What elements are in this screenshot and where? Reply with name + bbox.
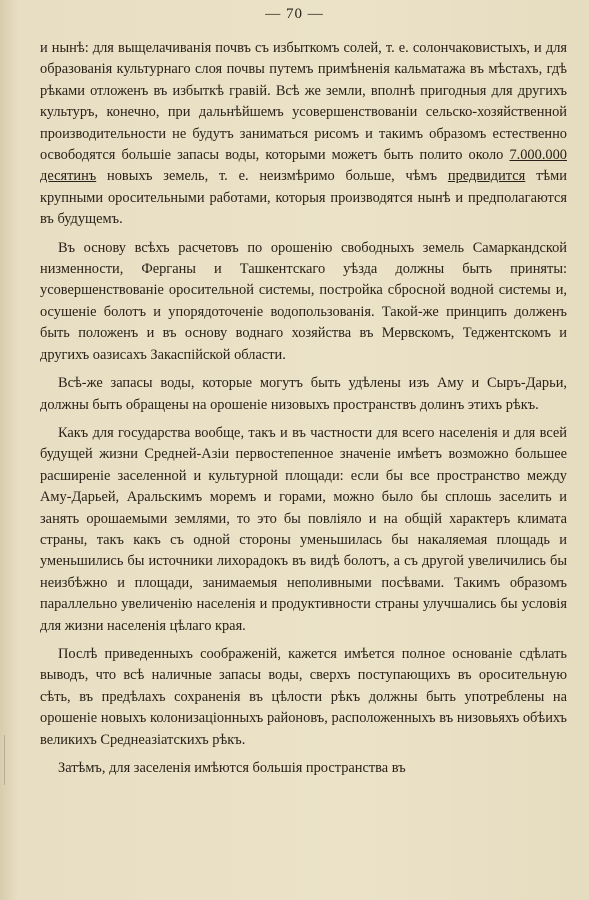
paragraph-6: Затѣмъ, для заселенія имѣются большія пространства въ xyxy=(58,760,406,776)
paragraph-1-text-a: и нынѣ: для выщелачиванія почвъ съ избыткомъ солей, т. е. солончаковистыхъ, и для образованія культурнаго слоя почвы путемъ примѣненія кальматажа въ мѣстахъ, гдѣ рѣками отложенъ въ избыткѣ гравій. Всѣ же земли, вполнѣ пригодныя для другихъ культуръ, конечно, при дальнѣйшемъ усовершенствованіи сельско-хозяйственной производительности не будутъ заниматься рисомъ и такимъ образомъ естественно освободятся большіе запасы воды, которыми можетъ быть полито около xyxy=(40,40,567,164)
paragraph-1-text-c: тѣми крупными оросительными работами, которыя производятся нынѣ и предполагаются въ будущемъ. xyxy=(40,168,567,228)
underlined-word: предвидится xyxy=(447,168,526,185)
paragraph-1 xyxy=(40,38,567,231)
body-text xyxy=(40,38,567,786)
paragraph-4: Какъ для государства вообще, такъ и въ частности для всего населенія и для всей будущей жизни Средней-Азіи первостепенное значеніе имѣетъ возможно большее расширеніе заселенной и культурной площади: если бы все пространство между Аму-Дарьей, Аральскимъ моремъ и горами, можно было бы сплошь заселить и занять орошаемыми землями, то это бы повліяло и на общій характеръ климата страны, такъ какъ съ одной стороны уменьшилась бы накаляемая площадь и уменьшились бы источники лихорадокъ въ видѣ болотъ, а съ другой увеличились бы неизбѣжно и площади, занимаемыя неполивными посѣвами. Такимъ образомъ параллельно увеличенію населенія и продуктивности страны улучшались бы условія для жизни населенія цѣлаго края. xyxy=(40,424,567,634)
underlined-figure: 7.000.000 десятинъ xyxy=(40,147,567,185)
paragraph-3: Всѣ-же запасы воды, которые могутъ быть удѣлены изъ Аму и Сыръ-Дарьи, должны быть обращены на орошеніе низовыхъ пространствъ долинъ этихъ рѣкъ. xyxy=(40,375,567,413)
paragraph-5: Послѣ приведенныхъ соображеній, кажется имѣется полное основаніе сдѣлать выводъ, что всѣ наличные запасы воды, сверхъ поступающихъ въ оросительную сѣть, въ предѣлахъ сохраненія въ цѣлости рѣкъ должны быть употреблены на орошеніе новыхъ колонизаціонныхъ районовъ, расположенныхъ въ низовьяхъ обѣихъ великихъ Среднеазіатскихъ рѣкъ. xyxy=(40,645,567,748)
paragraph-1-text-b: новыхъ земель, т. е. неизмѣримо больше, чѣмъ xyxy=(96,168,448,185)
paragraph-2: Въ основу всѣхъ расчетовъ по орошенію свободныхъ земель Самаркандской низменности, Ферганы и Ташкентскаго уѣзда должны быть приняты: усовершенствованіе оросительной системы, постройка сбросной водной системы и, осушеніе болотъ и упорядоточеніе водопользованія. Такой-же принципъ долженъ быть положенъ и въ основу воднаго хозяйства въ Мервскомъ, Теджентскомъ и другихъ оазисахъ Закаспійской области. xyxy=(40,239,567,363)
margin-pencil-mark xyxy=(4,735,23,785)
page-number: — 70 — xyxy=(265,6,324,22)
